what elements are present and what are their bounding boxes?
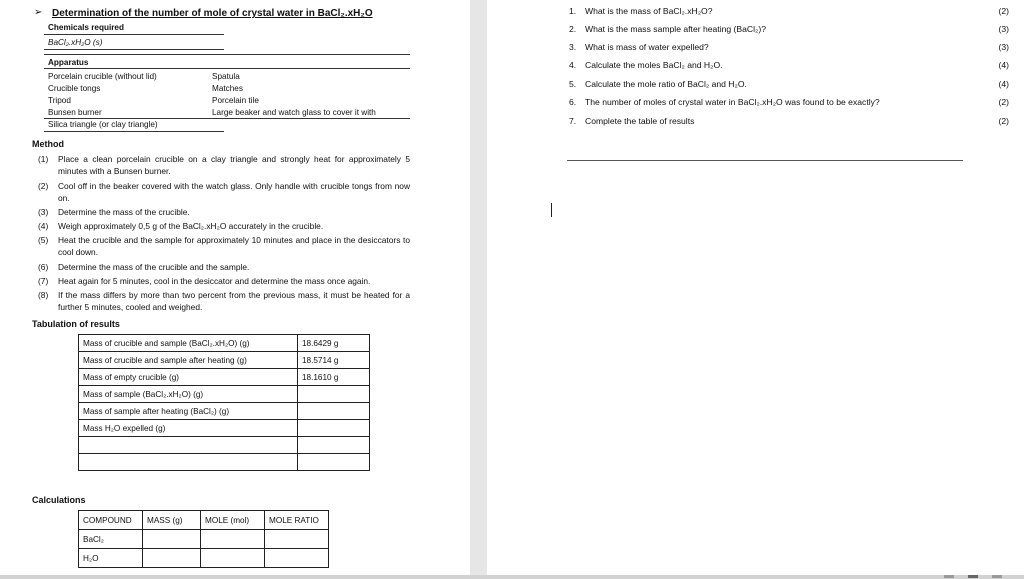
result-value xyxy=(298,454,370,471)
method-step: (2) Cool off in the beaker covered with the watch glass. Only handle with crucible tongs from now on. xyxy=(38,181,410,203)
result-value: 18.5714 g xyxy=(298,352,370,369)
table-cell xyxy=(201,530,265,549)
column-header: MOLE RATIO xyxy=(265,511,329,530)
apparatus-item: Matches xyxy=(212,84,243,93)
column-header: MASS (g) xyxy=(143,511,201,530)
view-mode-icon[interactable] xyxy=(944,575,954,578)
column-header: MOLE (mol) xyxy=(201,511,265,530)
result-label: Mass of crucible and sample after heating (g) xyxy=(79,352,298,369)
result-label xyxy=(79,437,298,454)
apparatus-item: Large beaker and watch glass to cover it with xyxy=(212,108,376,117)
apparatus-item: Bunsen burner xyxy=(48,108,102,117)
result-value: 18.1610 g xyxy=(298,369,370,386)
table-cell xyxy=(143,530,201,549)
apparatus-item: Crucible tongs xyxy=(48,84,101,93)
result-value xyxy=(298,437,370,454)
chemicals-heading: Chemicals required xyxy=(48,23,124,32)
divider xyxy=(44,54,410,55)
view-mode-icon[interactable] xyxy=(968,575,978,578)
table-row xyxy=(79,511,329,530)
result-label xyxy=(79,454,298,471)
method-step: (3) Determine the mass of the crucible. xyxy=(38,207,190,217)
table-row xyxy=(79,549,329,568)
table-row xyxy=(79,420,370,437)
table-row xyxy=(79,437,370,454)
text-cursor[interactable] xyxy=(551,203,552,217)
compound-cell: H₂O xyxy=(79,549,143,568)
results-table xyxy=(78,334,370,471)
apparatus-item: Tripod xyxy=(48,96,71,105)
result-label: Mass of crucible and sample (BaCl₂.xH₂O) (g) xyxy=(79,335,298,352)
method-step: (4) Weigh approximately 0,5 g of the BaCl₂.xH₂O accurately in the crucible. xyxy=(38,221,324,231)
view-mode-icon[interactable] xyxy=(992,575,1002,578)
column-header: COMPOUND xyxy=(79,511,143,530)
bullet-arrow: ➢ xyxy=(34,7,43,18)
table-row xyxy=(79,386,370,403)
calculations-heading: Calculations xyxy=(32,495,86,505)
result-label: Mass of sample after heating (BaCl₂) (g) xyxy=(79,403,298,420)
result-value xyxy=(298,386,370,403)
result-value xyxy=(298,420,370,437)
answer-line xyxy=(567,160,963,161)
calculations-table xyxy=(78,510,329,568)
document-title: Determination of the number of mole of crystal water in BaCl₂.xH₂O xyxy=(52,8,373,19)
compound-cell: BaCl₂ xyxy=(79,530,143,549)
table-row xyxy=(79,530,329,549)
apparatus-item: Spatula xyxy=(212,72,240,81)
divider xyxy=(44,118,410,119)
apparatus-item: Porcelain tile xyxy=(212,96,259,105)
chemical-item: BaCl₂.xH₂O (s) xyxy=(48,38,103,47)
table-cell xyxy=(265,549,329,568)
table-row xyxy=(79,335,370,352)
document-page-left xyxy=(0,0,470,575)
method-step: (8) If the mass differs by more than two percent from the previous mass, it must be heated for a further 5 minutes, cooled and weighed. xyxy=(38,290,410,312)
apparatus-heading: Apparatus xyxy=(48,58,89,67)
result-value: 18.6429 g xyxy=(298,335,370,352)
table-cell xyxy=(201,549,265,568)
divider xyxy=(44,68,410,69)
table-cell xyxy=(143,549,201,568)
document-page-right: 1. What is the mass of BaCl₂.xH₂O? (2) 2. What is the mass sample after heating (BaCl₂)? (3) 3. What is mass of water expelled? (3) 4. Calculate the moles BaCl₂ and H₂O. (4) 5. Calculate the mole ratio of BaCl₂ and H₂O. (4) 6. The number of moles of crystal water in BaCl₂.xH₂O was found to be exactly? (2) 7. Complete the table of results (2) xyxy=(487,0,1024,575)
method-step: (7) Heat again for 5 minutes, cool in the desiccator and determine the mass once again. xyxy=(38,276,371,286)
method-step: (5) Heat the crucible and the sample for approximately 10 minutes and place in the desiccators to cool down. xyxy=(38,235,410,257)
tabulation-heading: Tabulation of results xyxy=(32,319,120,329)
apparatus-item: Porcelain crucible (without lid) xyxy=(48,72,157,81)
table-row xyxy=(79,352,370,369)
result-label: Mass of empty crucible (g) xyxy=(79,369,298,386)
divider xyxy=(44,49,224,50)
result-label: Mass of sample (BaCl₂.xH₂O) (g) xyxy=(79,386,298,403)
apparatus-item: Silica triangle (or clay triangle) xyxy=(48,120,158,129)
method-step: (1) Place a clean porcelain crucible on a clay triangle and strongly heat for approximately 5 minutes with a Bunsen burner. xyxy=(38,154,410,176)
table-row xyxy=(79,403,370,420)
divider xyxy=(44,34,224,35)
status-bar xyxy=(0,575,1024,579)
table-cell xyxy=(265,530,329,549)
method-heading: Method xyxy=(32,139,64,149)
table-row xyxy=(79,454,370,471)
result-label: Mass H₂O expelled (g) xyxy=(79,420,298,437)
divider xyxy=(44,131,224,132)
result-value xyxy=(298,403,370,420)
method-step: (6) Determine the mass of the crucible and the sample. xyxy=(38,262,250,272)
table-row xyxy=(79,369,370,386)
